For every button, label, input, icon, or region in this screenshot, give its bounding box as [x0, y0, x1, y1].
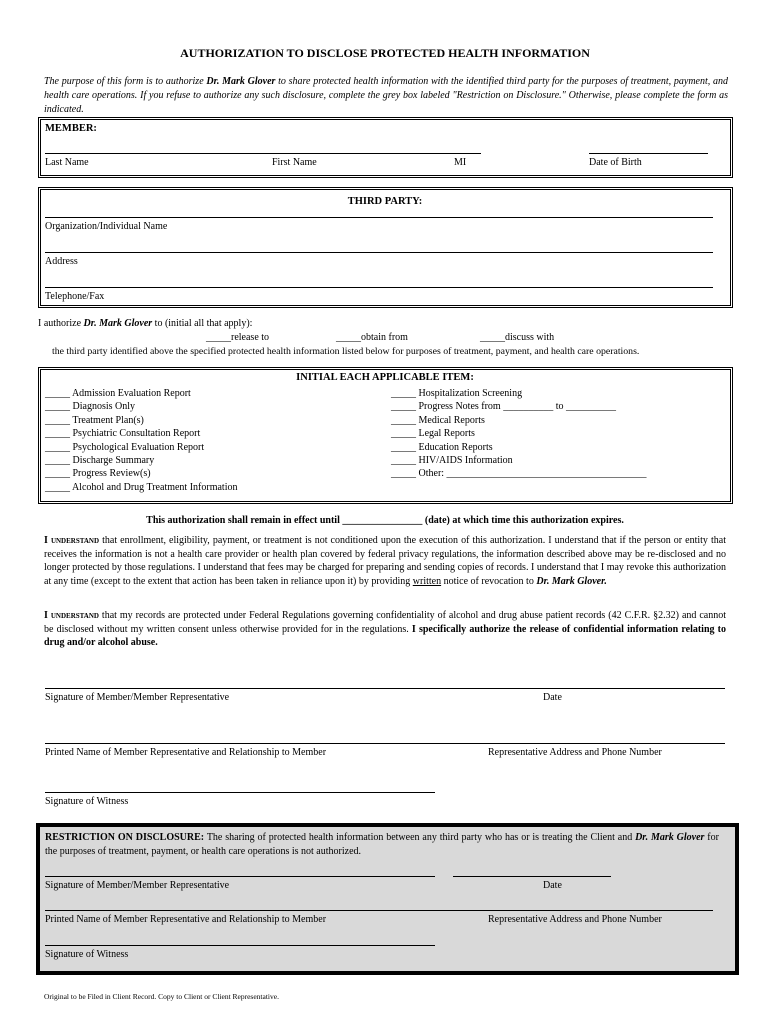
restriction-rep-address-label: Representative Address and Phone Number: [488, 914, 662, 925]
understand-tail: notice of revocation to: [441, 575, 537, 587]
org-label: Organization/Individual Name: [45, 221, 168, 232]
date-label: Date: [543, 692, 562, 703]
authorize-purpose: the third party identified above the specified protected health information listed below for purposes of treatment, payment, and health care operations.: [52, 346, 640, 357]
restriction-signature-line[interactable]: [45, 876, 435, 877]
item-progress-reviews[interactable]: _____ Progress Review(s): [45, 468, 151, 480]
restriction-signature-label: Signature of Member/Member Representative: [45, 880, 230, 891]
restriction-printed-label: Printed Name of Member Representative and Relationship to Member: [45, 914, 327, 925]
member-section: [38, 117, 733, 178]
restriction-date-label: Date: [543, 880, 562, 891]
authorize-suffix: to (initial all that apply):: [152, 318, 253, 329]
restriction-text: The sharing of protected health information between any third party who has or is treating the Client and: [204, 832, 636, 843]
member-signature-line[interactable]: [45, 688, 725, 689]
authorize-prefix: I authorize: [38, 318, 84, 329]
phone-line[interactable]: [45, 287, 713, 288]
items-right-list: [391, 387, 647, 481]
intro-text: The purpose of this form is to authorize: [44, 76, 207, 87]
dob-line[interactable]: [589, 153, 708, 154]
understand2-bold: I specifically authorize the release of confidential information relating to drug and/or alcohol abuse.: [44, 623, 726, 648]
item-psychological-evaluation[interactable]: _____ Psychological Evaluation Report: [45, 441, 205, 453]
intro-doctor: Dr. Mark Glover: [206, 76, 276, 87]
witness-line[interactable]: [45, 792, 435, 793]
item-admission-evaluation[interactable]: _____ Admission Evaluation Report: [45, 388, 191, 399]
intro-paragraph: [44, 75, 728, 117]
item-treatment-plan[interactable]: _____ Treatment Plan(s): [45, 414, 144, 426]
understand-doctor: Dr. Mark Glover.: [536, 575, 607, 587]
restriction-statement: [45, 831, 719, 859]
intro-text-2: to share protected health information with the identified third party for the purposes of treatment, payment, and health care operations. If you refuse to authorize any such disclosure, complete the grey box labeled "Restriction on Disclosure." Otherwise, please complete the form as indicated.: [44, 76, 728, 115]
third-party-heading: THIRD PARTY:: [347, 196, 423, 207]
items-left-list: [45, 387, 237, 494]
item-other[interactable]: _____ Other: ________________________________________: [391, 468, 647, 480]
member-heading: MEMBER:: [45, 123, 97, 134]
rep-address-label: Representative Address and Phone Number: [488, 747, 662, 758]
restriction-witness-line[interactable]: [45, 945, 435, 946]
understand2-text: that my records are protected under Federal Regulations governing confidentiality of alcohol and drug abuse patient records (42 C.F.R. §2.32) and cannot be disclosed without my written consent unless otherwise provided for in the regulations.: [44, 610, 727, 635]
restriction-date-line[interactable]: [453, 876, 611, 877]
form-title: AUTHORIZATION TO DISCLOSE PROTECTED HEALTH INFORMATION: [180, 46, 590, 60]
item-diagnosis-only[interactable]: _____ Diagnosis Only: [45, 401, 135, 413]
authorize-doctor: Dr. Mark Glover: [83, 318, 153, 329]
restriction-witness-label: Signature of Witness: [45, 949, 129, 960]
footer-note: Original to be Filed in Client Record. Copy to Client or Client Representative.: [44, 992, 279, 1001]
witness-label: Signature of Witness: [45, 796, 129, 807]
member-signature-label: Signature of Member/Member Representative: [45, 692, 230, 703]
written-word: written: [412, 575, 442, 587]
restriction-doctor: Dr. Mark Glover: [635, 832, 705, 843]
item-education-reports[interactable]: _____ Education Reports: [391, 441, 493, 453]
obtain-option[interactable]: _____obtain from: [336, 332, 408, 343]
last-name-label: Last Name: [45, 157, 89, 168]
item-alcohol-drug[interactable]: _____ Alcohol and Drug Treatment Information: [45, 481, 238, 493]
item-legal-reports[interactable]: _____ Legal Reports: [391, 428, 475, 440]
member-name-line[interactable]: [45, 153, 481, 154]
org-line[interactable]: [45, 217, 713, 218]
understand-paragraph-2: [44, 609, 726, 650]
understand-text: that enrollment, eligibility, payment, or treatment is not conditioned upon the execution of this authorization. I understand that if the person or entity that receives the information is not a health care provider or health plan covered by federal privacy regulations, the information described above may be re-disclosed and no longer protected by those regulations. I understand that fees may be charged for preparing and sending copies of records. I understand that I may revoke this authorization at any time (except to the extent that action has been taken in reliance upon it) by providing: [44, 535, 726, 587]
first-name-label: First Name: [272, 157, 317, 168]
address-line[interactable]: [45, 252, 713, 253]
address-label: Address: [45, 256, 78, 267]
printed-name-label: Printed Name of Member Representative and Relationship to Member: [45, 747, 327, 758]
understand-paragraph-1: [44, 534, 726, 588]
item-progress-notes[interactable]: _____ Progress Notes from __________ to __________: [391, 401, 616, 413]
restriction-heading: RESTRICTION ON DISCLOSURE:: [45, 832, 205, 843]
expiry-statement: This authorization shall remain in effect until ________________ (date) at which time this authorization expires.: [146, 515, 624, 526]
discuss-option[interactable]: _____discuss with: [480, 332, 555, 343]
printed-name-line[interactable]: [45, 743, 725, 744]
item-hospitalization-screening[interactable]: _____ Hospitalization Screening: [391, 388, 523, 399]
authorize-line: [38, 318, 252, 329]
restriction-text-2: for the purposes of treatment, payment, or health care operations is not authorized.: [45, 832, 719, 857]
item-medical-reports[interactable]: _____ Medical Reports: [391, 414, 485, 426]
understand2-lead: I understand: [44, 610, 99, 621]
understand-lead: I understand: [44, 535, 100, 546]
dob-label: Date of Birth: [589, 157, 642, 168]
item-hiv-aids[interactable]: _____ HIV/AIDS Information: [391, 455, 513, 467]
phone-label: Telephone/Fax: [45, 291, 105, 302]
items-heading: INITIAL EACH APPLICABLE ITEM:: [296, 372, 474, 383]
item-psychiatric-consultation[interactable]: _____ Psychiatric Consultation Report: [45, 428, 201, 440]
release-option[interactable]: _____release to: [206, 332, 270, 343]
item-discharge-summary[interactable]: _____ Discharge Summary: [45, 455, 155, 467]
mi-label: MI: [454, 157, 467, 168]
restriction-printed-line[interactable]: [45, 910, 713, 911]
